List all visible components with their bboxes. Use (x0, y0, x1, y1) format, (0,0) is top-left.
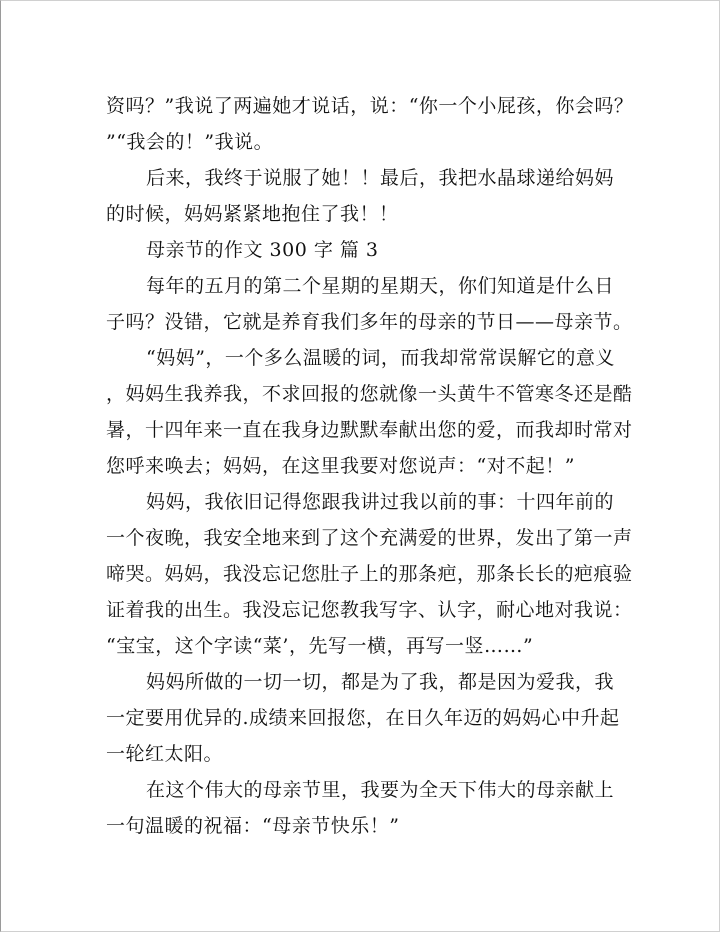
text-line: 的时候，妈妈紧紧地抱住了我！！ (106, 203, 399, 225)
text-line: 一轮红太阳。 (106, 743, 224, 765)
text-line: ，妈妈生我养我，不求回报的您就像一头黄牛不管寒冬还是酷 (106, 383, 633, 405)
text-line: ”“我会的！”我说。 (106, 131, 274, 153)
text-line: 一句温暖的祝福：“母亲节快乐！” (106, 815, 400, 837)
paragraph-start-line: 后来，我终于说服了她！！最后，我把水晶球递给妈妈 (146, 167, 615, 189)
paragraph-start-line: 在这个伟大的母亲节里，我要为全天下伟大的母亲献上 (146, 779, 615, 801)
text-line: 一个夜晚，我安全地来到了这个充满爱的世界，发出了第一声 (106, 527, 633, 549)
text-line: “宝宝，这个字读“菜’，先写一横，再写一竖……” (106, 635, 534, 657)
text-line: 暑，十四年来一直在我身边默默奉献出您的爱，而我却时常对 (106, 419, 633, 441)
section-heading: 母亲节的作文 300 字 篇 3 (146, 239, 379, 261)
paragraph-start-line: “妈妈”，一个多么温暖的词，而我却常常误解它的意义 (146, 347, 615, 369)
document-body (106, 88, 634, 844)
paragraph-start-line: 妈妈所做的一切一切，都是为了我，都是因为爱我，我 (146, 671, 615, 693)
text-line: 一定要用优异的.成绩来回报您，在日久年迈的妈妈心中升起 (106, 707, 620, 729)
paragraph-start-line: 每年的五月的第二个星期的星期天，你们知道是什么日 (146, 275, 615, 297)
text-line: 子吗？没错，它就是养育我们多年的母亲的节日——母亲节。 (106, 311, 633, 333)
text-line: 证着我的出生。我没忘记您教我写字、认字，耐心地对我说： (106, 599, 633, 621)
text-line: 您呼来唤去；妈妈，在这里我要对您说声：“对不起！” (106, 455, 575, 477)
paragraph-start-line: 妈妈，我依旧记得您跟我讲过我以前的事：十四年前的 (146, 491, 615, 513)
text-line: 啼哭。妈妈，我没忘记您肚子上的那条疤，那条长长的疤痕验 (106, 563, 633, 585)
text-line: 资吗？”我说了两遍她才说话，说：“你一个小屁孩，你会吗？ (106, 95, 634, 117)
